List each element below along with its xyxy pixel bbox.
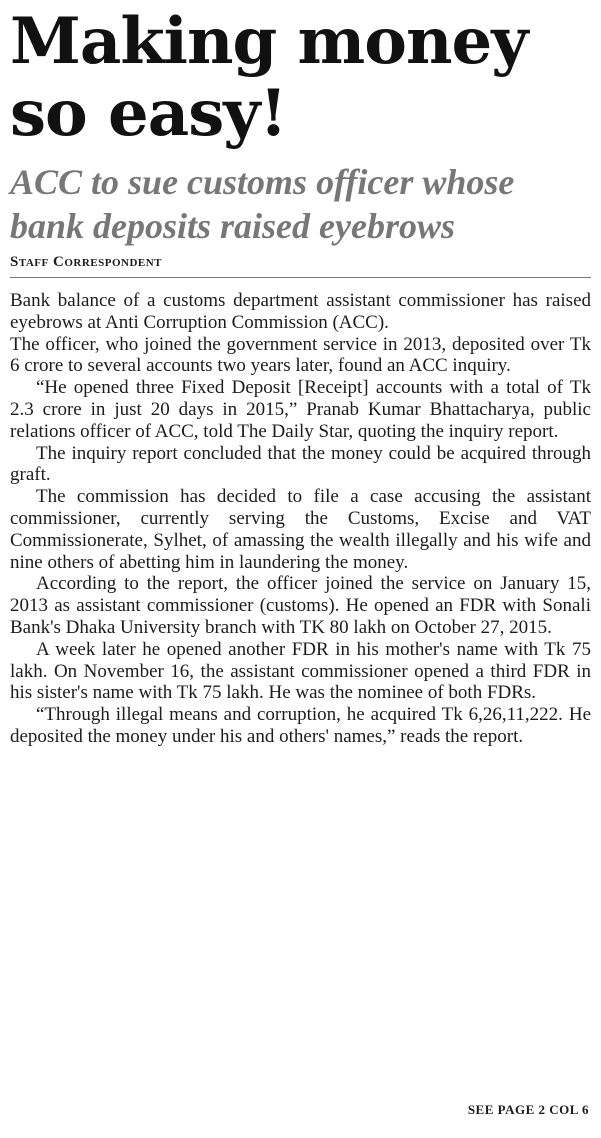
paragraph-6: According to the report, the officer joined the service on January 15, 2013 as assistant commissioner (customs). He opened an FDR with Sonali Bank's Dhaka University branch with TK 80 lakh on October 27, 2015. bbox=[10, 573, 591, 638]
paragraph-5: The commission has decided to file a case accusing the assistant commissioner, currently serving the Customs, Excise and VAT Commissionerate, Sylhet, of amassing the wealth illegally and his wife and nine others of abetting him in laundering the money. bbox=[10, 486, 591, 573]
article-body bbox=[10, 290, 591, 748]
paragraph-2: The officer, who joined the government service in 2013, deposited over Tk 6 crore to several accounts two years later, found an ACC inquiry. bbox=[10, 333, 591, 377]
paragraph-7: A week later he opened another FDR in his mother's name with Tk 75 lakh. On November 16, the assistant commissioner opened a third FDR in his sister's name with Tk 75 lakh. He was the nominee of both FDRs. bbox=[10, 638, 591, 704]
paragraph-3: “He opened three Fixed Deposit [Receipt] accounts with a total of Tk 2.3 crore in just 20 days in 2015,” Pranab Kumar Bhattacharya, public relations officer of ACC, told The Daily Star, quoting the inquiry report. bbox=[10, 377, 591, 442]
subheadline: ACC to sue customs officer whose bank deposits raised eyebrows bbox=[10, 162, 515, 246]
paragraph-1: Bank balance of a customs department assistant commissioner has raised eyebrows at Anti Corruption Commission (ACC). bbox=[10, 290, 591, 333]
headline: Making money so easy! bbox=[10, 4, 528, 151]
paragraph-8: “Through illegal means and corruption, he acquired Tk 6,26,11,222. He deposited the money under his and others' names,” reads the report. bbox=[10, 704, 591, 747]
continuation-jump-line: SEE PAGE 2 COL 6 bbox=[467, 1102, 589, 1117]
byline: Staff Correspondent bbox=[10, 254, 591, 278]
paragraph-4: The inquiry report concluded that the money could be acquired through graft. bbox=[10, 442, 591, 486]
